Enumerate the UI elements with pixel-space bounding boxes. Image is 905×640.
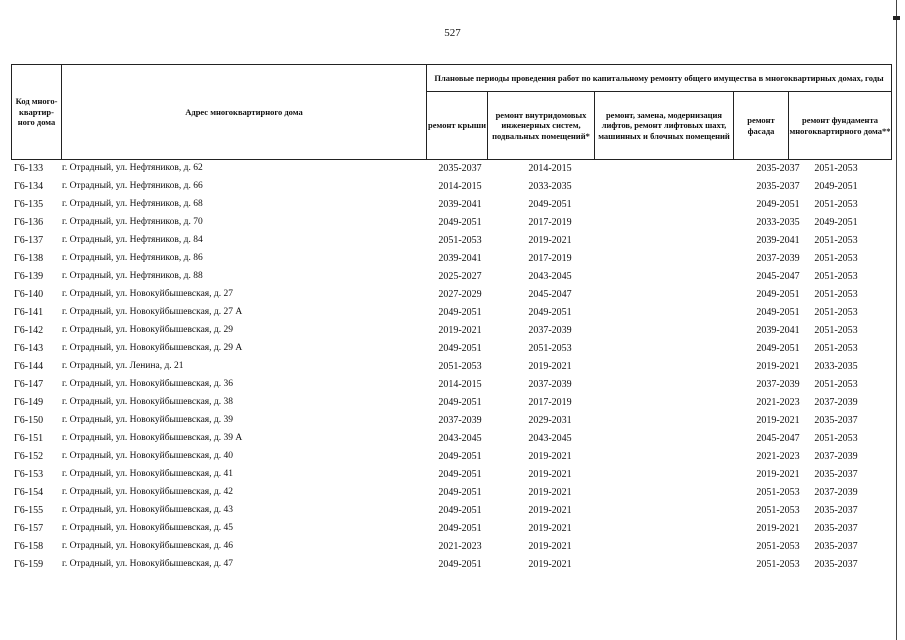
row-foundation-period: 2035-2037	[814, 559, 858, 570]
table-row	[11, 305, 892, 323]
row-facade-period: 2049-2051	[756, 307, 800, 318]
row-address: г. Отрадный, ул. Новокуйбышевская, д. 43	[62, 505, 234, 515]
row-facade-period: 2019-2021	[756, 361, 800, 372]
row-systems-period: 2051-2053	[528, 343, 572, 354]
row-roof-period: 2037-2039	[438, 415, 482, 426]
table-row	[11, 377, 892, 395]
row-code: Г6-135	[14, 199, 44, 210]
table-row	[11, 557, 892, 575]
row-code: Г6-136	[14, 217, 44, 228]
table-row	[11, 503, 892, 521]
row-systems-period: 2019-2021	[528, 541, 572, 552]
row-code: Г6-139	[14, 271, 44, 282]
row-address: г. Отрадный, ул. Новокуйбышевская, д. 41	[62, 469, 234, 479]
row-facade-period: 2049-2051	[756, 289, 800, 300]
row-address: г. Отрадный, ул. Нефтяников, д. 68	[62, 199, 203, 209]
row-code: Г6-138	[14, 253, 44, 264]
table-row	[11, 395, 892, 413]
row-systems-period: 2037-2039	[528, 379, 572, 390]
table-row	[11, 341, 892, 359]
row-foundation-period: 2051-2053	[814, 379, 858, 390]
header-lifts: ремонт, замена, модернизация лифтов, ремонт лифтовых шахт, машинных и блочных помещений	[598, 109, 730, 141]
row-facade-period: 2033-2035	[756, 217, 800, 228]
row-systems-period: 2019-2021	[528, 523, 572, 534]
row-systems-period: 2019-2021	[528, 451, 572, 462]
row-systems-period: 2043-2045	[528, 271, 572, 282]
header-foundation: ремонт фундамента многоквартирного дома**	[789, 115, 891, 136]
row-facade-period: 2051-2053	[756, 487, 800, 498]
row-roof-period: 2049-2051	[438, 523, 482, 534]
row-systems-period: 2017-2019	[528, 253, 572, 264]
row-facade-period: 2035-2037	[756, 163, 800, 174]
row-systems-period: 2019-2021	[528, 361, 572, 372]
row-facade-period: 2045-2047	[756, 271, 800, 282]
row-facade-period: 2019-2021	[756, 469, 800, 480]
row-facade-period: 2051-2053	[756, 559, 800, 570]
row-roof-period: 2049-2051	[438, 469, 482, 480]
row-address: г. Отрадный, ул. Новокуйбышевская, д. 39	[62, 415, 234, 425]
row-facade-period: 2039-2041	[756, 235, 800, 246]
header-divider	[487, 91, 488, 159]
row-code: Г6-153	[14, 469, 44, 480]
table-row	[11, 539, 892, 557]
row-roof-period: 2049-2051	[438, 505, 482, 516]
row-foundation-period: 2051-2053	[814, 235, 858, 246]
row-foundation-period: 2051-2053	[814, 289, 858, 300]
row-code: Г6-134	[14, 181, 44, 192]
header-divider	[426, 91, 891, 92]
row-address: г. Отрадный, ул. Новокуйбышевская, д. 38	[62, 397, 234, 407]
row-foundation-period: 2035-2037	[814, 415, 858, 426]
row-systems-period: 2037-2039	[528, 325, 572, 336]
row-address: г. Отрадный, ул. Новокуйбышевская, д. 46	[62, 541, 234, 551]
row-facade-period: 2019-2021	[756, 523, 800, 534]
row-foundation-period: 2035-2037	[814, 541, 858, 552]
row-roof-period: 2021-2023	[438, 541, 482, 552]
header-engineering-systems: ремонт внутридомовых инженерных систем, подвальных помещений*	[492, 109, 590, 141]
row-address: г. Отрадный, ул. Новокуйбышевская, д. 47	[62, 559, 234, 569]
row-systems-period: 2045-2047	[528, 289, 572, 300]
header-periods-group: Плановые периоды проведения работ по капитальному ремонту общего имущества в многоквартирных домах, годы	[434, 72, 884, 83]
row-facade-period: 2037-2039	[756, 379, 800, 390]
table-row	[11, 179, 892, 197]
row-address: г. Отрадный, ул. Новокуйбышевская, д. 36	[62, 379, 234, 389]
header-code: Код много-квартир-ного дома	[15, 96, 58, 128]
row-roof-period: 2049-2051	[438, 559, 482, 570]
row-code: Г6-157	[14, 523, 44, 534]
header-divider	[426, 65, 427, 159]
row-foundation-period: 2051-2053	[814, 325, 858, 336]
row-code: Г6-151	[14, 433, 44, 444]
row-address: г. Отрадный, ул. Новокуйбышевская, д. 40	[62, 451, 234, 461]
row-systems-period: 2049-2051	[528, 199, 572, 210]
header-divider	[594, 91, 595, 159]
row-facade-period: 2019-2021	[756, 415, 800, 426]
row-facade-period: 2051-2053	[756, 541, 800, 552]
row-roof-period: 2049-2051	[438, 343, 482, 354]
row-foundation-period: 2051-2053	[814, 343, 858, 354]
row-code: Г6-158	[14, 541, 44, 552]
row-address: г. Отрадный, ул. Новокуйбышевская, д. 29 А	[62, 343, 243, 353]
row-systems-period: 2049-2051	[528, 307, 572, 318]
row-systems-period: 2019-2021	[528, 469, 572, 480]
row-foundation-period: 2051-2053	[814, 199, 858, 210]
row-code: Г6-154	[14, 487, 44, 498]
row-systems-period: 2033-2035	[528, 181, 572, 192]
row-roof-period: 2019-2021	[438, 325, 482, 336]
row-systems-period: 2043-2045	[528, 433, 572, 444]
row-address: г. Отрадный, ул. Нефтяников, д. 66	[62, 181, 203, 191]
header-divider	[788, 91, 789, 159]
row-facade-period: 2051-2053	[756, 505, 800, 516]
row-roof-period: 2035-2037	[438, 163, 482, 174]
row-address: г. Отрадный, ул. Новокуйбышевская, д. 39 А	[62, 433, 243, 443]
row-code: Г6-140	[14, 289, 44, 300]
row-roof-period: 2049-2051	[438, 217, 482, 228]
row-roof-period: 2039-2041	[438, 199, 482, 210]
row-code: Г6-149	[14, 397, 44, 408]
row-facade-period: 2021-2023	[756, 397, 800, 408]
table-row	[11, 161, 892, 179]
row-roof-period: 2014-2015	[438, 379, 482, 390]
row-address: г. Отрадный, ул. Новокуйбышевская, д. 45	[62, 523, 234, 533]
row-facade-period: 2039-2041	[756, 325, 800, 336]
row-address: г. Отрадный, ул. Нефтяников, д. 88	[62, 271, 203, 281]
row-code: Г6-155	[14, 505, 44, 516]
row-code: Г6-141	[14, 307, 44, 318]
row-roof-period: 2014-2015	[438, 181, 482, 192]
row-address: г. Отрадный, ул. Новокуйбышевская, д. 42	[62, 487, 234, 497]
row-code: Г6-159	[14, 559, 44, 570]
row-facade-period: 2049-2051	[756, 199, 800, 210]
row-systems-period: 2019-2021	[528, 487, 572, 498]
row-foundation-period: 2049-2051	[814, 217, 858, 228]
row-foundation-period: 2035-2037	[814, 505, 858, 516]
row-systems-period: 2019-2021	[528, 235, 572, 246]
header-facade: ремонт фасада	[747, 115, 775, 136]
row-code: Г6-152	[14, 451, 44, 462]
header-roof: ремонт крыши	[428, 120, 486, 131]
row-code: Г6-142	[14, 325, 44, 336]
row-foundation-period: 2035-2037	[814, 523, 858, 534]
row-foundation-period: 2033-2035	[814, 361, 858, 372]
row-code: Г6-147	[14, 379, 44, 390]
row-foundation-period: 2051-2053	[814, 253, 858, 264]
row-code: Г6-150	[14, 415, 44, 426]
row-systems-period: 2014-2015	[528, 163, 572, 174]
page-edge-mark	[893, 16, 900, 20]
table-header	[11, 64, 892, 160]
table-row	[11, 269, 892, 287]
row-code: Г6-137	[14, 235, 44, 246]
row-facade-period: 2035-2037	[756, 181, 800, 192]
row-facade-period: 2045-2047	[756, 433, 800, 444]
table-row	[11, 431, 892, 449]
row-foundation-period: 2037-2039	[814, 451, 858, 462]
row-address: г. Отрадный, ул. Нефтяников, д. 70	[62, 217, 203, 227]
table-row	[11, 197, 892, 215]
header-divider	[733, 91, 734, 159]
row-foundation-period: 2035-2037	[814, 469, 858, 480]
row-facade-period: 2021-2023	[756, 451, 800, 462]
row-code: Г6-144	[14, 361, 44, 372]
header-address: Адрес многоквартирного дома	[185, 106, 303, 117]
table-row	[11, 323, 892, 341]
row-code: Г6-133	[14, 163, 44, 174]
table-row	[11, 215, 892, 233]
row-foundation-period: 2051-2053	[814, 163, 858, 174]
row-foundation-period: 2037-2039	[814, 397, 858, 408]
row-systems-period: 2029-2031	[528, 415, 572, 426]
row-roof-period: 2049-2051	[438, 397, 482, 408]
row-roof-period: 2049-2051	[438, 307, 482, 318]
row-address: г. Отрадный, ул. Новокуйбышевская, д. 27	[62, 289, 234, 299]
row-roof-period: 2049-2051	[438, 451, 482, 462]
header-divider	[61, 65, 62, 159]
table-row	[11, 359, 892, 377]
row-address: г. Отрадный, ул. Нефтяников, д. 62	[62, 163, 203, 173]
row-foundation-period: 2051-2053	[814, 433, 858, 444]
row-foundation-period: 2051-2053	[814, 307, 858, 318]
row-roof-period: 2049-2051	[438, 487, 482, 498]
row-systems-period: 2017-2019	[528, 217, 572, 228]
page-edge-line	[896, 0, 897, 640]
row-systems-period: 2019-2021	[528, 559, 572, 570]
row-roof-period: 2039-2041	[438, 253, 482, 264]
row-address: г. Отрадный, ул. Ленина, д. 21	[62, 361, 184, 371]
row-roof-period: 2043-2045	[438, 433, 482, 444]
row-roof-period: 2051-2053	[438, 235, 482, 246]
page-number: 527	[444, 27, 461, 39]
row-address: г. Отрадный, ул. Нефтяников, д. 84	[62, 235, 203, 245]
table-row	[11, 467, 892, 485]
row-roof-period: 2051-2053	[438, 361, 482, 372]
row-foundation-period: 2051-2053	[814, 271, 858, 282]
table-row	[11, 521, 892, 539]
row-roof-period: 2025-2027	[438, 271, 482, 282]
row-roof-period: 2027-2029	[438, 289, 482, 300]
table-row	[11, 287, 892, 305]
row-code: Г6-143	[14, 343, 44, 354]
row-address: г. Отрадный, ул. Нефтяников, д. 86	[62, 253, 203, 263]
table-row	[11, 485, 892, 503]
row-address: г. Отрадный, ул. Новокуйбышевская, д. 29	[62, 325, 234, 335]
row-foundation-period: 2037-2039	[814, 487, 858, 498]
row-systems-period: 2019-2021	[528, 505, 572, 516]
row-systems-period: 2017-2019	[528, 397, 572, 408]
row-facade-period: 2037-2039	[756, 253, 800, 264]
table-row	[11, 233, 892, 251]
table-body	[11, 161, 892, 575]
table-row	[11, 449, 892, 467]
row-facade-period: 2049-2051	[756, 343, 800, 354]
row-foundation-period: 2049-2051	[814, 181, 858, 192]
table-row	[11, 413, 892, 431]
table-row	[11, 251, 892, 269]
row-address: г. Отрадный, ул. Новокуйбышевская, д. 27 А	[62, 307, 243, 317]
